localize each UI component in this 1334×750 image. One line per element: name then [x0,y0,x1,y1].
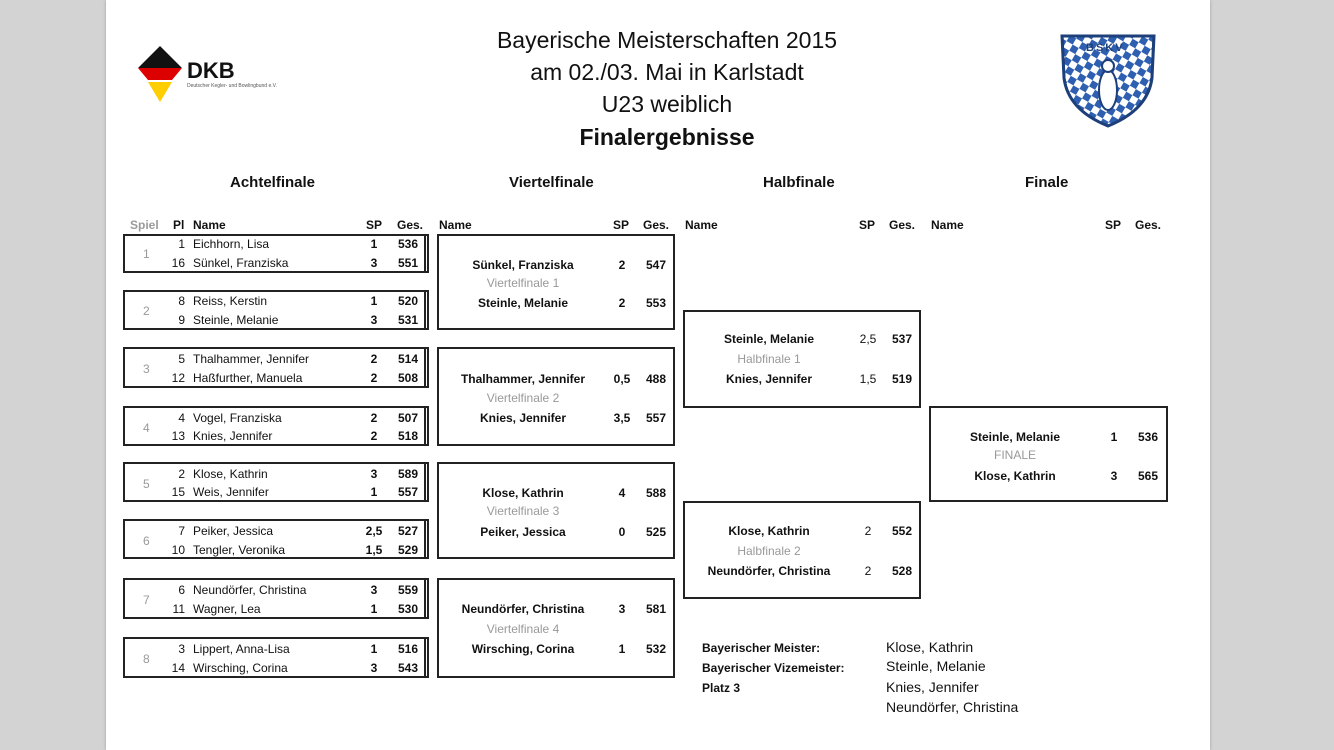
player-sp: 1 [370,237,378,251]
player-name: Haßfurther, Manuela [193,371,303,385]
player-sp: 1,5 [365,543,383,557]
player-place: 14 [171,661,185,675]
player-place: 9 [178,313,185,327]
player-name: Steinle, Melanie [477,296,569,310]
player-ges: 581 [645,602,667,616]
match-label: Viertelfinale 3 [486,504,560,518]
player-sp: 2 [370,352,378,366]
player-name: Steinle, Melanie [969,430,1061,444]
col-ges-4: Ges. [1135,218,1162,232]
col-sp-3: SP [859,218,876,232]
player-name: Knies, Jennifer [479,411,567,425]
vertical-divider [424,580,426,617]
player-sp: 1 [618,642,626,656]
player-sp: 0,5 [613,372,631,386]
achtelfinale-match-8 [123,637,429,678]
meister-label: Bayerischer Meister: [702,641,821,655]
player-sp: 2 [864,524,872,538]
achtelfinale-match-4 [123,406,429,446]
player-name: Klose, Kathrin [193,467,268,481]
platz3-name-2: Neundörfer, Christina [886,699,1019,715]
player-name: Sünkel, Franziska [472,258,574,272]
col-ges-1: Ges. [397,218,424,232]
player-name: Tengler, Veronika [193,543,286,557]
player-place: 11 [172,602,185,616]
vertical-divider [424,639,426,676]
meister-name: Klose, Kathrin [886,639,974,655]
col-ges-2: Ges. [643,218,670,232]
player-ges: 536 [1137,430,1159,444]
player-name: Neundörfer, Christina [461,602,585,616]
player-sp: 3 [370,467,378,481]
player-ges: 565 [1137,469,1159,483]
match-label: Halbfinale 1 [737,352,801,366]
player-ges: 552 [891,524,913,538]
player-ges: 516 [397,642,419,656]
player-name: Thalhammer, Jennifer [193,352,310,366]
finale-match [929,406,1168,502]
player-sp: 2,5 [859,332,877,346]
player-sp: 3 [370,661,378,675]
player-sp: 2 [864,564,872,578]
player-name: Thalhammer, Jennifer [460,372,586,386]
player-ges: 531 [397,313,419,327]
viertelfinale-match-2 [437,347,675,446]
col-name-2: Name [439,218,472,232]
player-ges: 532 [645,642,667,656]
player-ges: 508 [397,371,419,385]
spiel-number: 4 [143,421,150,435]
achtelfinale-match-2 [123,290,429,330]
round-header-halbfinale: Halbfinale [763,174,835,191]
player-sp: 3 [618,602,626,616]
title-line-1: Bayerische Meisterschaften 2015 [496,27,838,53]
player-ges: 525 [645,525,667,539]
col-sp-4: SP [1105,218,1122,232]
player-name: Eichhorn, Lisa [193,237,270,251]
player-sp: 1,5 [859,372,877,386]
player-name: Wirsching, Corina [193,661,288,675]
match-label: Viertelfinale 2 [486,391,560,405]
player-ges: 557 [397,485,419,499]
player-name: Vogel, Franziska [193,411,282,425]
player-place: 16 [171,256,185,270]
col-name-1: Name [193,218,226,232]
player-ges: 488 [645,372,667,386]
player-place: 7 [178,524,185,538]
col-spiel: Spiel [130,218,159,232]
player-ges: 589 [397,467,419,481]
viertelfinale-match-1 [437,234,675,330]
player-sp: 2 [370,429,378,443]
player-sp: 2 [618,258,626,272]
player-ges: 527 [397,524,419,538]
player-name: Knies, Jennifer [725,372,813,386]
player-sp: 1 [370,602,378,616]
player-ges: 553 [645,296,667,310]
player-ges: 528 [891,564,913,578]
player-place: 8 [178,294,185,308]
player-name: Knies, Jennifer [193,429,273,443]
player-place: 4 [178,411,185,425]
player-name: Lippert, Anna-Lisa [193,642,290,656]
player-sp: 2 [618,296,626,310]
player-place: 3 [178,642,185,656]
match-label: Viertelfinale 4 [486,622,560,636]
col-sp-2: SP [613,218,630,232]
player-place: 15 [171,485,185,499]
dkb-logo-abbr: DKB [187,58,235,83]
player-ges: 537 [891,332,913,346]
col-sp-1: SP [366,218,383,232]
spiel-number: 6 [143,534,150,548]
player-name: Klose, Kathrin [974,469,1056,483]
spiel-number: 2 [143,304,150,318]
title-line-3: U23 weiblich [601,91,733,117]
player-name: Peiker, Jessica [193,524,274,538]
player-place: 12 [171,371,185,385]
round-header-finale: Finale [1025,174,1069,191]
vizemeister-name: Steinle, Melanie [886,658,986,674]
viertelfinale-match-4 [437,578,675,678]
player-sp: 2,5 [365,524,383,538]
platz3-label: Platz 3 [702,681,741,695]
player-name: Weis, Jennifer [193,485,269,499]
achtelfinale-match-3 [123,347,429,388]
bskv-crest-text: BSKV [1086,42,1125,54]
player-sp: 0 [618,525,626,539]
player-sp: 1 [370,642,378,656]
player-name: Steinle, Melanie [193,313,279,327]
col-ges-3: Ges. [889,218,916,232]
player-name: Wirsching, Corina [471,642,575,656]
platz3-name-1: Knies, Jennifer [886,679,979,695]
match-label: FINALE [993,448,1036,462]
player-ges: 519 [891,372,913,386]
spiel-number: 5 [143,477,150,491]
col-name-4: Name [931,218,964,232]
player-sp: 1 [370,294,378,308]
vertical-divider [424,408,426,444]
player-place: 13 [171,429,185,443]
player-place: 6 [178,583,185,597]
viertelfinale-match-3 [437,462,675,559]
player-sp: 1 [1110,430,1118,444]
player-name: Reiss, Kerstin [193,294,268,308]
achtelfinale-match-1 [123,234,429,273]
halbfinale-match-1 [683,310,921,408]
player-place: 10 [171,543,185,557]
player-ges: 520 [397,294,419,308]
player-ges: 557 [645,411,667,425]
player-place: 1 [178,237,185,251]
player-sp: 3 [1110,469,1118,483]
player-name: Steinle, Melanie [723,332,815,346]
player-ges: 547 [645,258,667,272]
spiel-number: 1 [143,247,150,261]
player-ges: 588 [645,486,667,500]
player-name: Peiker, Jessica [480,525,566,539]
player-name: Neundörfer, Christina [707,564,831,578]
spiel-number: 3 [143,362,150,376]
col-name-3: Name [685,218,718,232]
player-ges: 518 [397,429,419,443]
player-sp: 2 [370,411,378,425]
player-sp: 3,5 [613,411,631,425]
player-ges: 559 [397,583,419,597]
achtelfinale-match-7 [123,578,429,619]
player-ges: 529 [397,543,419,557]
player-sp: 3 [370,313,378,327]
dkb-logo-subtitle: Deutscher Kegler- und Bowlingbund e.V. [187,83,277,89]
title-line-2: am 02./03. Mai in Karlstadt [530,59,804,85]
player-sp: 4 [618,486,626,500]
player-sp: 3 [370,256,378,270]
vertical-divider [424,292,426,328]
player-name: Neundörfer, Christina [193,583,307,597]
spiel-number: 7 [143,593,150,607]
match-label: Viertelfinale 1 [486,276,560,290]
player-sp: 3 [370,583,378,597]
player-ges: 543 [397,661,419,675]
vertical-divider [424,464,426,500]
player-place: 2 [178,467,185,481]
vertical-divider [424,349,426,386]
player-ges: 530 [397,602,419,616]
player-name: Klose, Kathrin [728,524,810,538]
vizemeister-label: Bayerischer Vizemeister: [702,661,845,675]
achtelfinale-match-5 [123,462,429,502]
player-sp: 2 [370,371,378,385]
player-ges: 514 [397,352,419,366]
col-pl: Pl [173,218,185,232]
player-sp: 1 [370,485,378,499]
vertical-divider [424,521,426,557]
spiel-number: 8 [143,652,150,666]
round-header-achtelfinale: Achtelfinale [230,174,316,191]
player-name: Klose, Kathrin [482,486,564,500]
achtelfinale-match-6 [123,519,429,559]
player-ges: 536 [397,237,419,251]
title-line-4: Finalergebnisse [579,124,755,150]
player-ges: 551 [397,256,419,270]
halbfinale-match-2 [683,501,921,599]
vertical-divider [424,236,426,271]
player-name: Wagner, Lea [193,602,261,616]
round-header-viertelfinale: Viertelfinale [509,174,594,191]
match-label: Halbfinale 2 [737,544,801,558]
player-name: Sünkel, Franziska [193,256,289,270]
player-place: 5 [178,352,185,366]
player-ges: 507 [397,411,419,425]
